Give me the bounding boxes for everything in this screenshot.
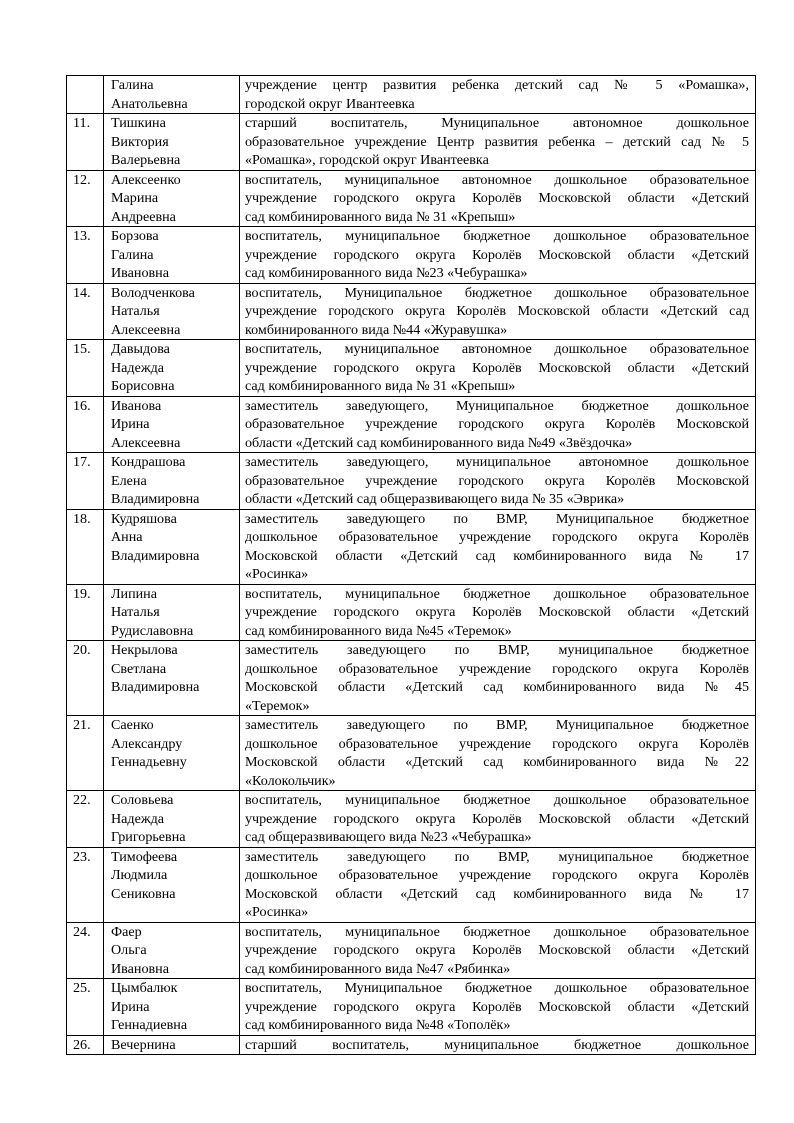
table-row	[67, 227, 756, 284]
name-line: Ирина	[111, 416, 150, 432]
name-line: Виктория	[111, 133, 169, 150]
position-description	[240, 76, 756, 114]
position-description	[240, 396, 756, 453]
name-line: Давыдова	[111, 341, 170, 357]
position-description	[240, 847, 756, 922]
table-row	[67, 922, 756, 979]
row-number: 20.	[67, 641, 104, 716]
description-line: Московской области «Детский сад комбинированного вида №45	[245, 679, 749, 695]
table-row	[67, 847, 756, 922]
name-line: Григорьевна	[111, 829, 186, 845]
name-line: Наталья	[111, 303, 160, 319]
name-line: Иванова	[111, 397, 162, 414]
row-number: 23.	[67, 847, 104, 922]
name-line: Цымбалюк	[111, 980, 178, 996]
description-line: дошкольное образовательное учреждение городского округа Королёв	[245, 867, 749, 883]
description-line: старший воспитатель, Муниципальное автономное дошкольное	[245, 115, 749, 131]
description-line: «Теремок»	[245, 697, 310, 714]
name-line: Андреевна	[111, 208, 176, 225]
person-name	[104, 509, 240, 584]
name-line: Светлана	[111, 660, 167, 677]
person-name	[104, 979, 240, 1036]
person-name	[104, 584, 240, 641]
position-description	[240, 509, 756, 584]
description-line: воспитатель, муниципальное автономное дошкольное образовательное	[245, 171, 749, 188]
description-line: учреждение городского округа Королёв Московской области «Детский	[245, 190, 749, 206]
table-row	[67, 170, 756, 227]
name-line: Елена	[111, 472, 147, 489]
description-line: воспитатель, муниципальное бюджетное дошкольное образовательное	[245, 923, 749, 940]
name-line: Владимировна	[111, 679, 200, 695]
table-row	[67, 641, 756, 716]
row-number: 11.	[67, 114, 104, 171]
person-name	[104, 791, 240, 848]
person-name	[104, 227, 240, 284]
position-description	[240, 922, 756, 979]
name-line: Володченкова	[111, 284, 195, 301]
row-number: 12.	[67, 170, 104, 227]
position-description	[240, 453, 756, 510]
name-line: Людмила	[111, 867, 168, 883]
description-line: дошкольное образовательное учреждение городского округа Королёв	[245, 660, 749, 677]
name-line: Ивановна	[111, 265, 169, 281]
name-line: Владимировна	[111, 547, 200, 564]
person-name	[104, 170, 240, 227]
table-row	[67, 584, 756, 641]
description-line: «Росинка»	[245, 904, 309, 920]
description-line: учреждение городского округа Королёв Московской области «Детский	[245, 359, 749, 376]
description-line: образовательное учреждение городского округа Королёв Московской	[245, 416, 749, 432]
person-name	[104, 453, 240, 510]
participants-table	[66, 75, 756, 1055]
name-line: Тимофеева	[111, 848, 178, 865]
name-line: Владимировна	[111, 491, 200, 507]
table-row	[67, 716, 756, 791]
position-description	[240, 227, 756, 284]
name-line: Геннадиевна	[111, 1017, 188, 1033]
person-name	[104, 716, 240, 791]
name-line: Ольга	[111, 942, 147, 958]
description-line: старший воспитатель, муниципальное бюджетное дошкольное	[245, 1036, 749, 1053]
description-line: заместитель заведующего по ВМР, муниципальное бюджетное	[245, 642, 749, 658]
description-line: Московской области «Детский сад комбинированного вида № 17	[245, 547, 749, 564]
description-line: образовательное учреждение Центр развития ребенка – детский сад № 5	[245, 133, 749, 150]
description-line: образовательное учреждение городского округа Королёв Московской	[245, 472, 749, 489]
name-line: Александру	[111, 735, 183, 752]
row-number: 13.	[67, 227, 104, 284]
row-number: 22.	[67, 791, 104, 848]
position-description	[240, 170, 756, 227]
name-line: Надежда	[111, 359, 165, 376]
name-line: Тишкина	[111, 115, 166, 131]
row-number: 16.	[67, 396, 104, 453]
description-line: заместитель заведующего, муниципальное автономное дошкольное	[245, 454, 749, 470]
table-row	[67, 396, 756, 453]
description-line: Московской области «Детский сад комбинированного вида №22	[245, 754, 749, 770]
table-row	[67, 453, 756, 510]
person-name	[104, 76, 240, 114]
description-line: воспитатель, Муниципальное бюджетное дошкольное образовательное	[245, 284, 749, 301]
table-row	[67, 283, 756, 340]
name-line: Сениковна	[111, 885, 176, 902]
person-name	[104, 340, 240, 397]
description-line: воспитатель, муниципальное автономное дошкольное образовательное	[245, 341, 749, 357]
position-description	[240, 716, 756, 791]
position-description	[240, 340, 756, 397]
row-number: 24.	[67, 922, 104, 979]
description-line: заместитель заведующего по ВМР, муниципальное бюджетное	[245, 848, 749, 865]
name-line: Алексеевна	[111, 434, 181, 451]
table-row	[67, 979, 756, 1036]
description-line: области «Детский сад комбинированного вида №49 «Звёздочка»	[245, 434, 633, 451]
name-line: Саенко	[111, 717, 154, 733]
name-line: Геннадьевну	[111, 754, 187, 770]
description-line: учреждение городского округа Королёв Московской области «Детский сад	[245, 303, 749, 319]
table-row	[67, 791, 756, 848]
name-line: Соловьева	[111, 792, 174, 808]
description-line: «Колокольчик»	[245, 772, 336, 789]
row-number: 26.	[67, 1035, 104, 1055]
row-number	[67, 76, 104, 114]
description-line: области «Детский сад общеразвивающего вида № 35 «Эврика»	[245, 491, 625, 507]
name-line: Борзова	[111, 228, 159, 244]
description-line: дошкольное образовательное учреждение городского округа Королёв	[245, 735, 749, 752]
name-line: Анатольевна	[111, 95, 188, 112]
name-line: Галина	[111, 77, 154, 93]
position-description	[240, 283, 756, 340]
row-number: 25.	[67, 979, 104, 1036]
name-line: Липина	[111, 585, 157, 602]
name-line: Ирина	[111, 998, 150, 1015]
person-name	[104, 847, 240, 922]
description-line: сад комбинированного вида № 31 «Крепыш»	[245, 378, 516, 394]
name-line: Анна	[111, 529, 143, 545]
person-name	[104, 1035, 240, 1055]
description-line: воспитатель, муниципальное бюджетное дошкольное образовательное	[245, 228, 749, 244]
description-line: «Росинка»	[245, 566, 309, 582]
name-line: Валерьевна	[111, 152, 181, 168]
description-line: сад комбинированного вида №23 «Чебурашка»	[245, 265, 528, 281]
name-line: Некрылова	[111, 642, 178, 658]
row-number: 18.	[67, 509, 104, 584]
name-line: Кудряшова	[111, 510, 177, 527]
description-line: «Ромашка», городской округ Ивантеевка	[245, 152, 489, 168]
description-line: учреждение городского округа Королёв Московской области «Детский	[245, 810, 749, 827]
person-name	[104, 396, 240, 453]
table-body	[67, 76, 756, 1055]
position-description	[240, 641, 756, 716]
person-name	[104, 641, 240, 716]
person-name	[104, 922, 240, 979]
row-number: 17.	[67, 453, 104, 510]
name-line: Борисовна	[111, 378, 175, 394]
description-line: Московской области «Детский сад комбинированного вида № 17	[245, 885, 749, 902]
position-description	[240, 1035, 756, 1055]
description-line: сад комбинированного вида №48 «Тополёк»	[245, 1017, 511, 1033]
name-line: Надежда	[111, 810, 165, 827]
person-name	[104, 283, 240, 340]
name-line: Рудиславовна	[111, 622, 194, 639]
name-line: Алексеенко	[111, 171, 181, 188]
description-line: заместитель заведующего, Муниципальное бюджетное дошкольное	[245, 397, 749, 414]
description-line: учреждение городского округа Королёв Московской области «Детский	[245, 998, 749, 1015]
description-line: воспитатель, муниципальное бюджетное дошкольное образовательное	[245, 792, 749, 808]
position-description	[240, 791, 756, 848]
name-line: Ивановна	[111, 960, 169, 977]
name-line: Вечернина	[111, 1036, 176, 1053]
table-row	[67, 340, 756, 397]
description-line: городской округ Ивантеевка	[245, 95, 415, 112]
description-line: сад комбинированного вида №47 «Рябинка»	[245, 960, 511, 977]
description-line: дошкольное образовательное учреждение городского округа Королёв	[245, 529, 749, 545]
table-row	[67, 76, 756, 114]
position-description	[240, 114, 756, 171]
row-number: 21.	[67, 716, 104, 791]
description-line: учреждение городского округа Королёв Московской области «Детский	[245, 604, 749, 620]
description-line: комбинированного вида №44 «Журавушка»	[245, 321, 508, 338]
description-line: заместитель заведующего по ВМР, Муниципальное бюджетное	[245, 510, 749, 527]
position-description	[240, 979, 756, 1036]
name-line: Фаер	[111, 923, 142, 940]
description-line: воспитатель, муниципальное бюджетное дошкольное образовательное	[245, 585, 749, 602]
person-name	[104, 114, 240, 171]
description-line: учреждение городского округа Королёв Московской области «Детский	[245, 246, 749, 263]
description-line: учреждение городского округа Королёв Московской области «Детский	[245, 942, 749, 958]
position-description	[240, 584, 756, 641]
name-line: Марина	[111, 190, 159, 206]
description-line: сад комбинированного вида № 31 «Крепыш»	[245, 208, 516, 225]
name-line: Наталья	[111, 604, 160, 620]
table-row	[67, 509, 756, 584]
row-number: 19.	[67, 584, 104, 641]
table-row	[67, 1035, 756, 1055]
description-line: учреждение центр развития ребенка детский сад № 5 «Ромашка»,	[245, 77, 749, 93]
row-number: 14.	[67, 283, 104, 340]
name-line: Алексеевна	[111, 321, 181, 338]
name-line: Кондрашова	[111, 454, 186, 470]
table-row	[67, 114, 756, 171]
row-number: 15.	[67, 340, 104, 397]
description-line: сад общеразвивающего вида №23 «Чебурашка»	[245, 829, 532, 845]
description-line: сад комбинированного вида №45 «Теремок»	[245, 622, 512, 639]
name-line: Галина	[111, 246, 154, 263]
description-line: воспитатель, Муниципальное бюджетное дошкольное образовательное	[245, 980, 749, 996]
description-line: заместитель заведующего по ВМР, Муниципальное бюджетное	[245, 717, 749, 733]
